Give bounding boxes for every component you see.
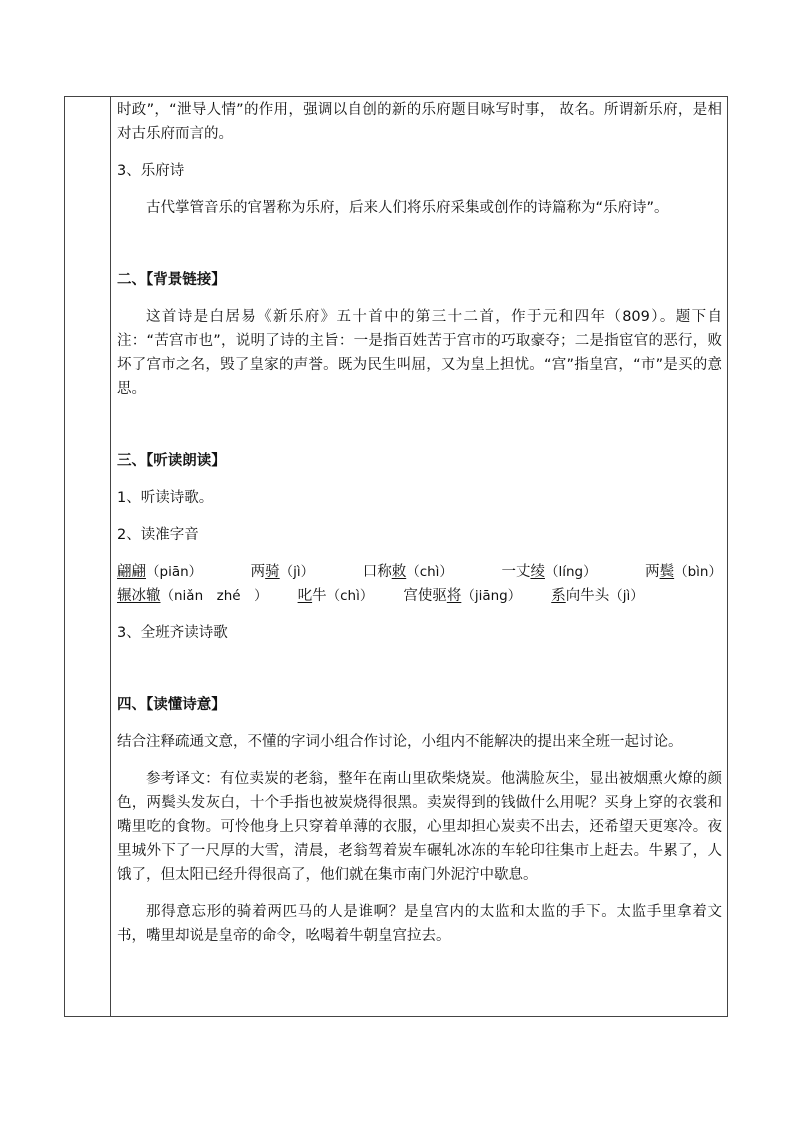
content-cell [117, 98, 722, 948]
section3-item3: 3、全班齐读诗歌 [117, 625, 228, 641]
pronunciation-row-1 [117, 560, 722, 584]
pron-item: 一丈绫（líng） [501, 564, 597, 580]
pron-item: 系向牛头（jì） [551, 588, 644, 604]
section4-heading: 四、【读懂诗意】 [117, 697, 226, 713]
pron-item: 翩翩（piān） [117, 564, 203, 580]
section3-item1: 1、听读诗歌。 [117, 490, 214, 506]
item3-text: 古代掌管音乐的官署称为乐府，后来人们将乐府采集或创作的诗篇称为“乐府诗”。 [146, 200, 669, 216]
pron-item: 宫使驱将（jiāng） [403, 588, 522, 604]
item3-title: 3、乐府诗 [117, 163, 185, 179]
pron-item: 辗冰辙（niǎn zhé ） [117, 588, 268, 604]
section4-paragraph-1: 参考译文：有位卖炭的老翁，整年在南山里砍柴烧炭。他满脸灰尘，显出被烟熏火燎的颜色，两鬓头发灰白，十个手指也被炭烧得很黑。卖炭得到的钱做什么用呢？买身上穿的衣裳和嘴里吃的食物。可怜他身上只穿着单薄的衣服，心里却担心炭卖不出去，还希望天更寒冷。夜里城外下了一尺厚的大雪，清晨，老翁驾着炭车碾轧冰冻的车轮印往集市上赶去。牛累了，人饿了，但太阳已经升得很高了，他们就在集市南门外泥泞中歇息。 [117, 771, 722, 883]
section4-intro: 结合注释疏通文意，不懂的字词小组合作讨论，小组内不能解决的提出来全班一起讨论。 [117, 734, 683, 750]
pronunciation-row-2 [117, 584, 722, 608]
pron-item: 叱牛（chì） [297, 588, 374, 604]
pron-item: 两鬓（bìn） [645, 564, 722, 580]
section4-paragraph-2: 那得意忘形的骑着两匹马的人是谁啊？是皇宫内的太监和太监的手下。太监手里拿着文书，嘴里却说是皇帝的命令，吆喝着牛朝皇宫拉去。 [117, 904, 722, 944]
section3-heading: 三、【听读朗读】 [117, 453, 226, 469]
continued-paragraph: 时政”，“泄导人情”的作用，强调以自创的新的乐府题目咏写时事， 故名。所谓新乐府，是相对古乐府而言的。 [117, 102, 722, 142]
section2-text: 这首诗是白居易《新乐府》五十首中的第三十二首，作于元和四年（809）。题下自注：“苦宫市也”，说明了诗的主旨：一是指百姓苦于宫市的巧取豪夺；二是指宦官的恶行，败坏了宫市之名，毁了皇家的声誉。既为民生叫屈，又为皇上担忧。“宫”指皇宫，“市”是买的意思。 [117, 309, 722, 397]
section3-item2: 2、读准字音 [117, 527, 199, 543]
section2-heading: 二、【背景链接】 [117, 272, 226, 288]
column-divider [110, 96, 111, 1017]
pron-item: 口称敕（chì） [362, 564, 453, 580]
pron-item: 两骑（jì） [250, 564, 315, 580]
